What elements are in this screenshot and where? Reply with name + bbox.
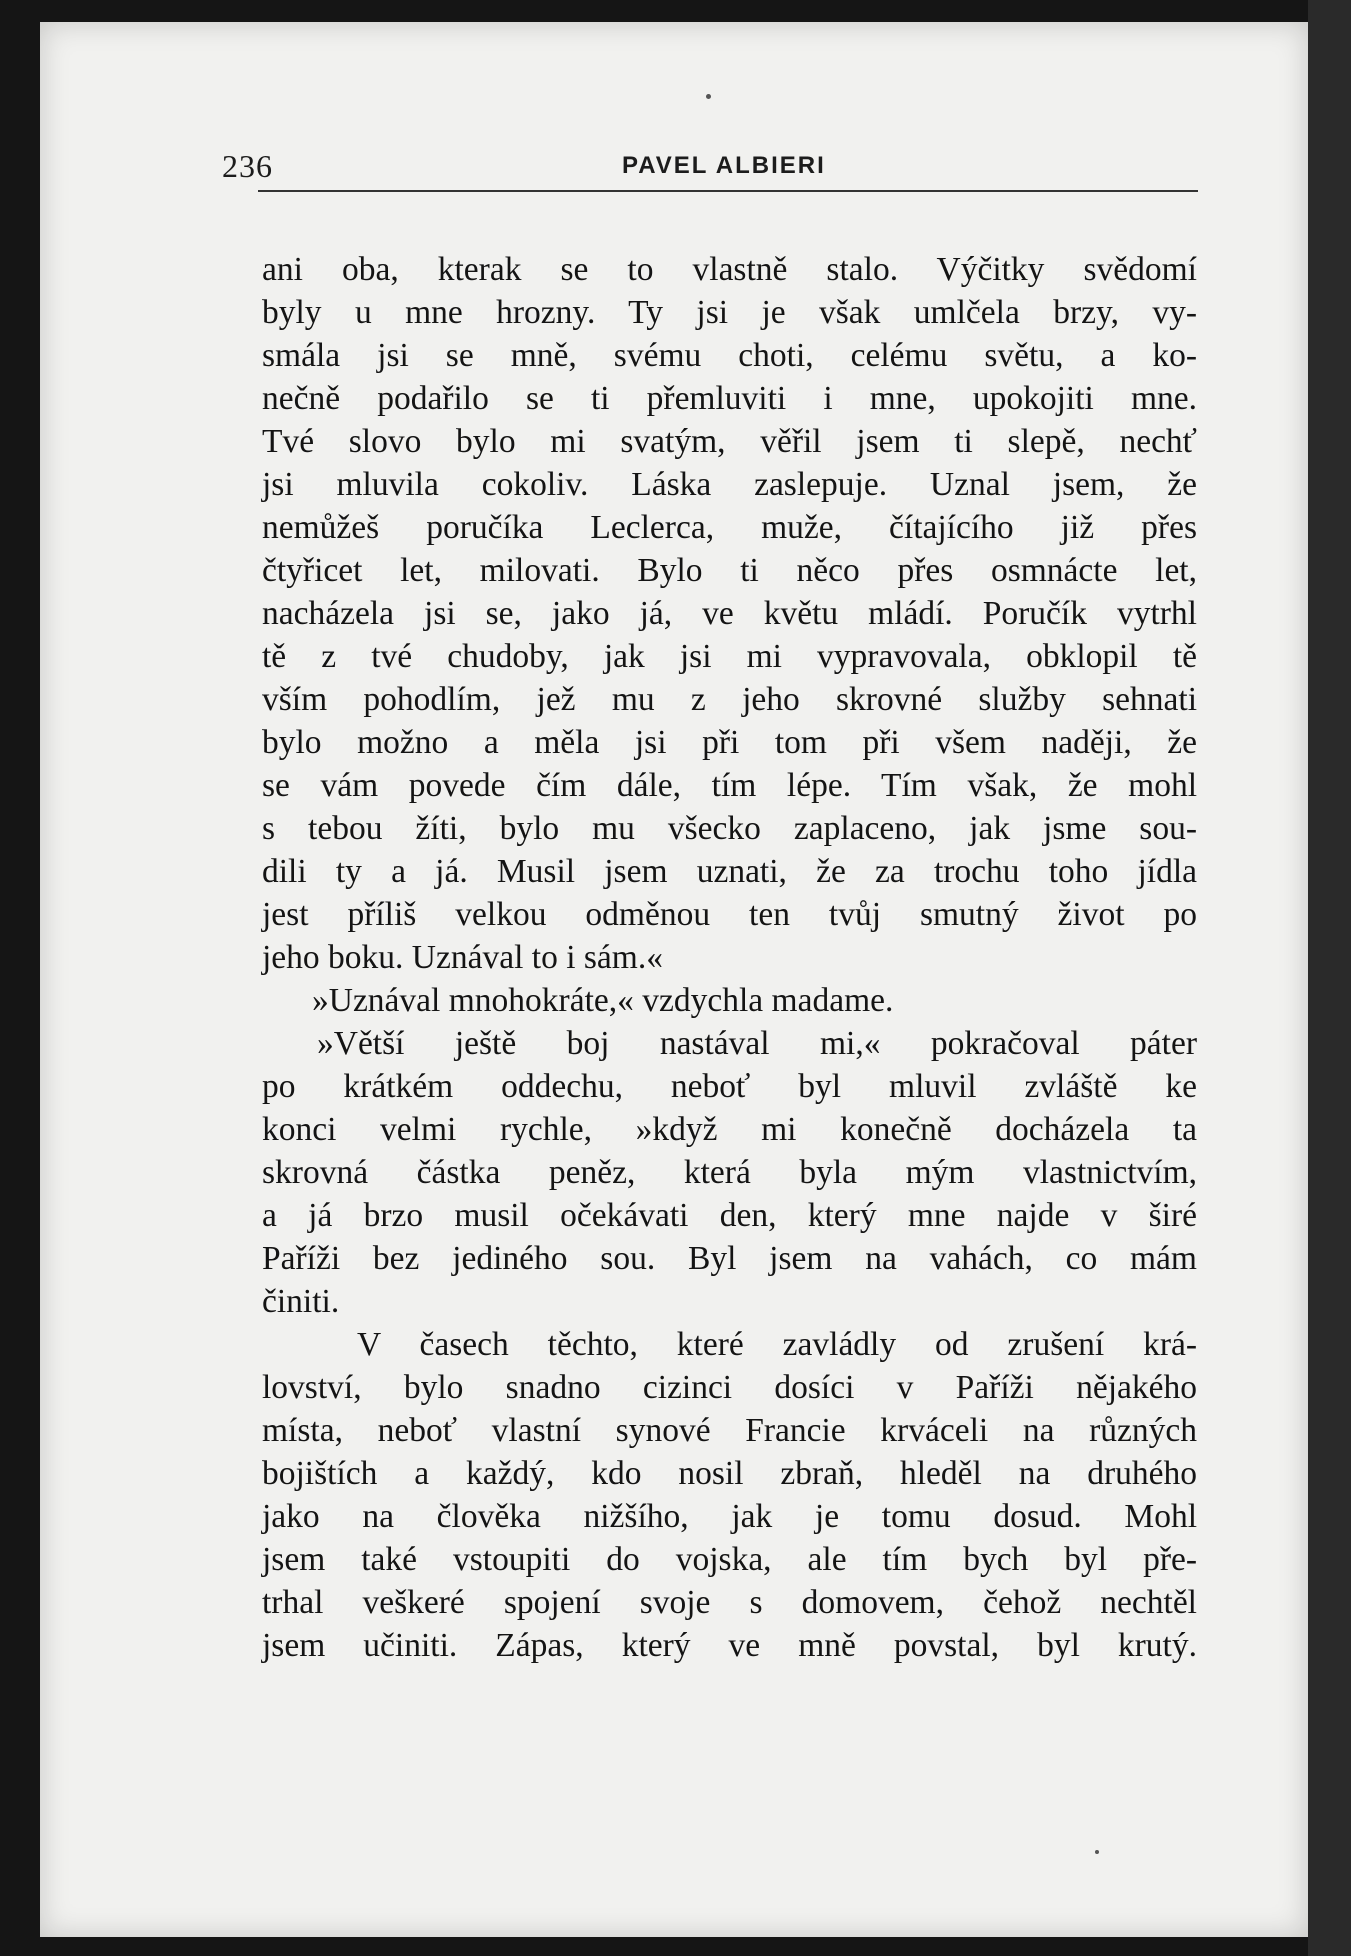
text-line: Tvé slovo bylo mi svatým, věřil jsem ti slepě, nechť (262, 423, 1197, 460)
text-line: ani oba, kterak se to vlastně stalo. Výčitky svědomí (262, 251, 1197, 288)
scan-speck (706, 94, 711, 99)
text-line: s tebou žíti, bylo mu všecko zaplaceno, jak jsme sou- (262, 810, 1197, 847)
text-line: smála jsi se mně, svému choti, celému světu, a ko- (262, 337, 1197, 374)
text-line: tě z tvé chudoby, jak jsi mi vypravovala, obklopil tě (262, 638, 1197, 675)
text-line: »Uznával mnohokráte,« vzdychla madame. (312, 982, 894, 1019)
text-line: V časech těchto, které zavládly od zrušení krá- (357, 1326, 1197, 1363)
text-line: nacházela jsi se, jako já, ve květu mládí. Poručík vytrhl (262, 595, 1197, 632)
text-line: »Větší ještě boj nastával mi,« pokračoval páter (317, 1025, 1197, 1062)
page-number: 236 (222, 148, 273, 184)
next-page-edge (1308, 0, 1351, 1956)
body-text (262, 248, 1197, 1667)
text-line: vším pohodlím, jež mu z jeho skrovné služby sehnati (262, 681, 1197, 718)
text-line: jeho boku. Uznával to i sám.« (262, 939, 663, 976)
text-line: a já brzo musil očekávati den, který mne najde v širé (262, 1197, 1197, 1234)
header-rule (258, 190, 1198, 192)
text-line: jsem učiniti. Zápas, který ve mně povstal, byl krutý. (262, 1627, 1197, 1664)
text-line: konci velmi rychle, »když mi konečně docházela ta (262, 1111, 1197, 1148)
text-line: po krátkém oddechu, neboť byl mluvil zvláště ke (262, 1068, 1197, 1105)
text-line: se vám povede čím dále, tím lépe. Tím však, že mohl (262, 767, 1197, 804)
text-line: bylo možno a měla jsi při tom při všem naději, že (262, 724, 1197, 761)
scan-speck (1095, 1850, 1099, 1854)
text-line: byly u mne hrozny. Ty jsi je však umlčela brzy, vy- (262, 294, 1197, 331)
text-line: jest příliš velkou odměnou ten tvůj smutný život po (262, 896, 1197, 933)
text-line: nečně podařilo se ti přemluviti i mne, upokojiti mne. (262, 380, 1197, 417)
text-line: jako na člověka nižšího, jak je tomu dosud. Mohl (262, 1498, 1197, 1535)
text-line: bojištích a každý, kdo nosil zbraň, hleděl na druhého (262, 1455, 1197, 1492)
text-line: trhal veškeré spojení svoje s domovem, čehož nechtěl (262, 1584, 1197, 1621)
text-line: lovství, bylo snadno cizinci dosíci v Paříži nějakého (262, 1369, 1197, 1406)
text-line: jsi mluvila cokoliv. Láska zaslepuje. Uznal jsem, že (262, 466, 1197, 503)
text-line: skrovná částka peněz, která byla mým vlastnictvím, (262, 1154, 1197, 1191)
running-head: PAVEL ALBIERI (622, 152, 826, 179)
page-header (222, 148, 1159, 188)
text-line: místa, neboť vlastní synové Francie krváceli na různých (262, 1412, 1197, 1449)
text-line: nemůžeš poručíka Leclerca, muže, čítajícího již přes (262, 509, 1197, 546)
text-line: dili ty a já. Musil jsem uznati, že za trochu toho jídla (262, 853, 1197, 890)
text-line: čtyřicet let, milovati. Bylo ti něco přes osmnácte let, (262, 552, 1197, 589)
text-line: Paříži bez jediného sou. Byl jsem na vahách, co mám (262, 1240, 1197, 1277)
text-line: jsem také vstoupiti do vojska, ale tím bych byl pře- (262, 1541, 1197, 1578)
text-line: činiti. (262, 1283, 340, 1320)
